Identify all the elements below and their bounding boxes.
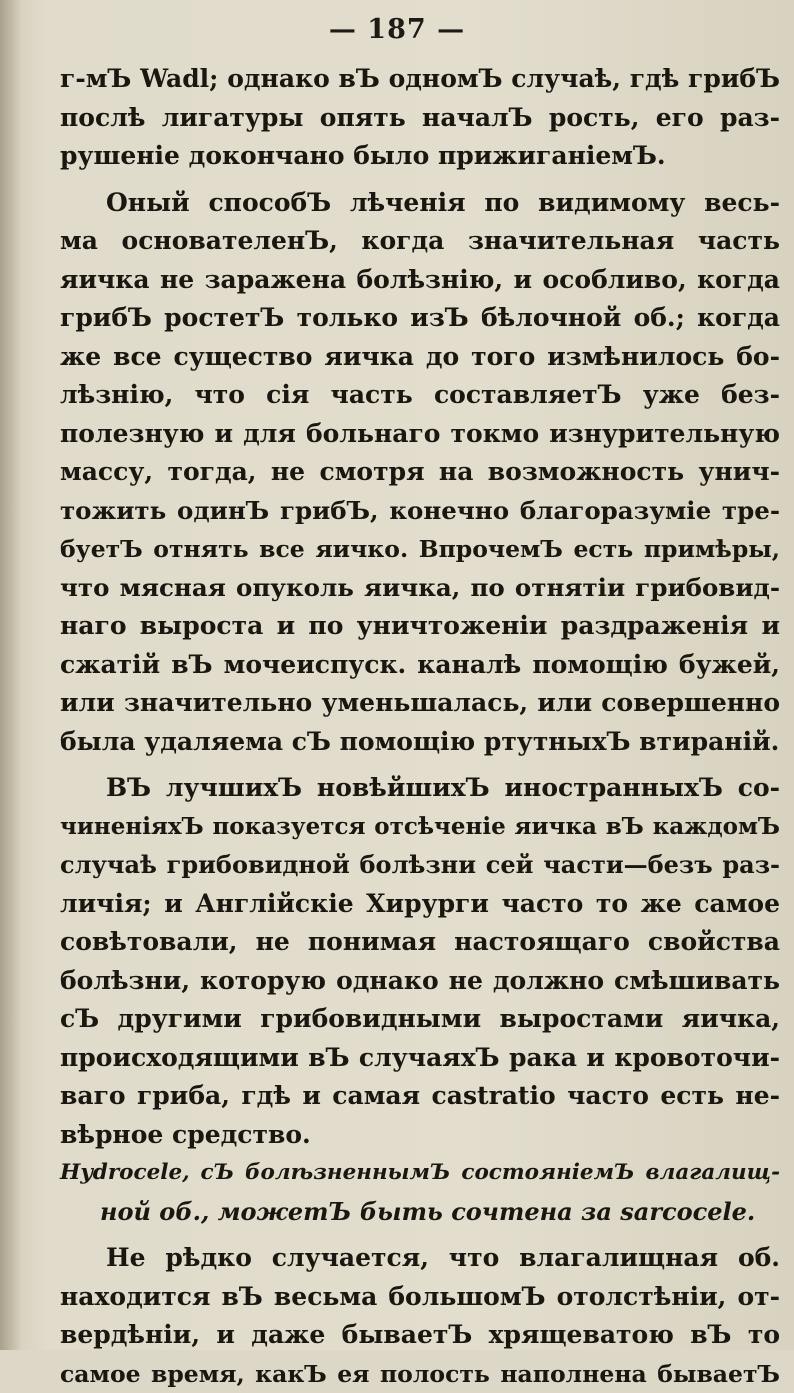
text-line: болѣзни, которую однако не должно смѣшивать [60, 962, 780, 1001]
text-line: сЪ другими грибовидными выростами яичка, [60, 1000, 780, 1039]
text-line: лѣзнію, что сія часть составляетЪ уже без- [60, 376, 780, 415]
text-line: самое время, какЪ ея полость наполнена бываетЪ [60, 1355, 780, 1393]
text-line: ваго гриба, гдѣ и самая castratio часто есть не- [60, 1077, 780, 1116]
text-line: вердѣніи, и даже бываетЪ хрящеватою вЪ то [60, 1316, 780, 1355]
body-text [60, 60, 780, 1393]
text-line: случаѣ грибовидной болѣзни сей части—безъ раз- [60, 846, 780, 885]
text-line: ма основателенЪ, когда значительная часть [60, 222, 780, 261]
text-line: что мясная опуколь яичка, по отнятіи грибовид- [60, 569, 780, 608]
text-line: рушеніе докончано было прижиганіемЪ. [60, 137, 780, 176]
text-line: или значительно уменьшалась, или совершенно [60, 684, 780, 723]
text-line: ВЪ лучшихЪ новѣйшихЪ иностранныхЪ со- [60, 769, 780, 808]
text-line: чиненіяхЪ показуется отсѣченіе яичка вЪ каждомЪ [60, 808, 780, 847]
text-line: грибЪ ростетЪ только изЪ бѣлочной об.; когда [60, 299, 780, 338]
text-line: же все существо яичка до того измѣнилось бо- [60, 338, 780, 377]
text-line: послѣ лигатуры опять началЪ рость, его раз- [60, 99, 780, 138]
text-line: происходящими вЪ случаяхЪ рака и кровоточи- [60, 1039, 780, 1078]
text-line: яичка не заражена болѣзнію, и особливо, когда [60, 261, 780, 300]
text-line: полезную и для больнаго токмо изнурительную [60, 415, 780, 454]
text-line: сжатій вЪ мочеиспуск. каналѣ помощію бужей, [60, 646, 780, 685]
text-line: г-мЪ Wadl; однако вЪ одномЪ случаѣ, гдѣ грибЪ [60, 60, 780, 99]
page-number: — 187 — [0, 14, 794, 45]
text-line: Оный способЪ лѣченія по видимому весь- [60, 184, 780, 223]
text-line: буетЪ отнять все яичко. ВпрочемЪ есть примѣры, [60, 530, 780, 569]
text-line: совѣтовали, не понимая настоящаго свойства [60, 923, 780, 962]
text-line: массу, тогда, не смотря на возможность унич- [60, 453, 780, 492]
binding-shadow [0, 0, 22, 1350]
text-line: личія; и Англійскіе Хирурги часто то же самое [60, 885, 780, 924]
section-heading: Hydrocele, сЪ болѣзненнымЪ состояніемЪ влагалищ- [60, 1154, 780, 1193]
text-line: наго выроста и по уничтоженіи раздраженія и [60, 607, 780, 646]
text-line: тожить одинЪ грибЪ, конечно благоразуміе тре- [60, 492, 780, 531]
text-line: вѣрное средство. [60, 1116, 780, 1155]
text-line: Не рѣдко случается, что влагалищная об. [60, 1239, 780, 1278]
section-heading: ной об., можетЪ быть сочтена за sarcocele. [60, 1193, 760, 1232]
text-line: находится вЪ весьма большомЪ отолстѣніи, от- [60, 1278, 780, 1317]
text-line: была удаляема сЪ помощію ртутныхЪ втираній. [60, 723, 780, 762]
